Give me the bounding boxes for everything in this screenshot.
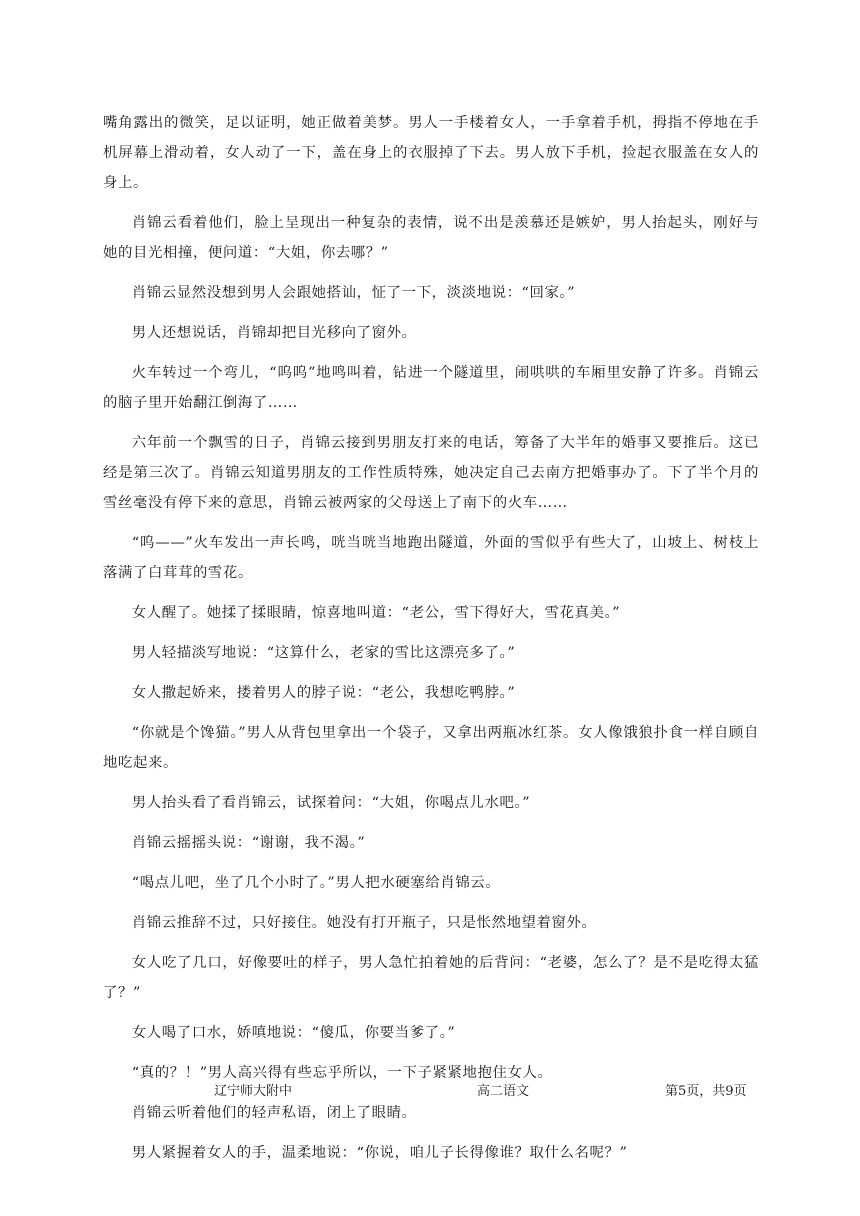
- paragraph: 女人撒起娇来，搂着男人的脖子说：“老公，我想吃鸭脖。”: [131, 685, 516, 701]
- paragraph: 肖锦云听着他们的轻声私语，闭上了眼睛。: [131, 1105, 417, 1121]
- paragraph: 男人还想说话，肖锦却把目光移向了窗外。: [131, 325, 417, 341]
- paragraph: 肖锦云显然没想到男人会跟她搭讪，怔了一下，淡淡地说：“回家。”: [131, 285, 576, 301]
- paragraph: 肖锦云看着他们，脸上呈现出一种复杂的表情，说不出是羡慕还是嫉妒，男人抬起头，刚好与她的目光相撞，便问道：“大姐，你去哪？”: [103, 215, 759, 261]
- paragraph: 肖锦云摇摇头说：“谢谢，我不渴。”: [131, 835, 366, 851]
- paragraph: 男人紧握着女人的手，温柔地说：“你说，咱儿子长得像谁？取什么名呢？”: [131, 1145, 628, 1161]
- paragraph: “真的？！”男人高兴得有些忘乎所以，一下子紧紧地抱住女人。: [131, 1065, 553, 1081]
- paragraph: 女人醒了。她揉了揉眼睛，惊喜地叫道：“老公，雪下得好大，雪花真美。”: [131, 605, 621, 621]
- footer-page-info: 第5页，共9页: [665, 1084, 747, 1099]
- article-body: [103, 108, 759, 1178]
- paragraph: 嘴角露出的微笑，足以证明，她正做着美梦。男人一手楼着女人，一手拿着手机，拇指不停地在手机屏幕上滑动着，女人动了一下，盖在身上的衣服掉了下去。男人放下手机，捡起衣服盖在女人的身上。: [103, 115, 759, 191]
- paragraph: 男人轻描淡写地说：“这算什么，老家的雪比这漂亮多了。”: [131, 645, 516, 661]
- paragraph: “你就是个馋猫。”男人从背包里拿出一个袋子，又拿出两瓶冰红茶。女人像饿狼扑食一样自顾自地吃起来。: [103, 725, 759, 771]
- paragraph: 男人抬头看了看肖锦云，试探着问：“大姐，你喝点儿水吧。”: [131, 795, 531, 811]
- paragraph: 火车转过一个弯儿，“呜呜”地鸣叫着，钻进一个隧道里，闹哄哄的车厢里安静了许多。肖锦云的脑子里开始翻江倒海了……: [103, 365, 759, 411]
- paragraph: 女人喝了口水，娇嗔地说：“傻瓜，你要当爹了。”: [131, 1025, 456, 1041]
- paragraph: “呜——”火车发出一声长鸣，咣当咣当地跑出隧道，外面的雪似乎有些大了，山坡上、树枝上落满了白茸茸的雪花。: [103, 535, 759, 581]
- paragraph: 肖锦云推辞不过，只好接住。她没有打开瓶子，只是怅然地望着窗外。: [131, 915, 597, 931]
- page-footer: [0, 1080, 860, 1100]
- paragraph: 六年前一个飘雪的日子，肖锦云接到男朋友打来的电话，筹备了大半年的婚事又要推后。这已经是第三次了。肖锦云知道男朋友的工作性质特殊，她决定自己去南方把婚事办了。下了半个月的雪丝毫没有停下来的意思，肖锦云被两家的父母送上了南下的火车……: [103, 435, 759, 511]
- paragraph: 女人吃了几口，好像要吐的样子，男人急忙拍着她的后背问：“老婆，怎么了？是不是吃得太猛了？”: [103, 955, 759, 1001]
- paragraph: “喝点儿吧，坐了几个小时了。”男人把水硬塞给肖锦云。: [131, 875, 501, 891]
- footer-subject: 高二语文: [477, 1084, 530, 1099]
- footer-school: 辽宁师大附中: [214, 1084, 293, 1099]
